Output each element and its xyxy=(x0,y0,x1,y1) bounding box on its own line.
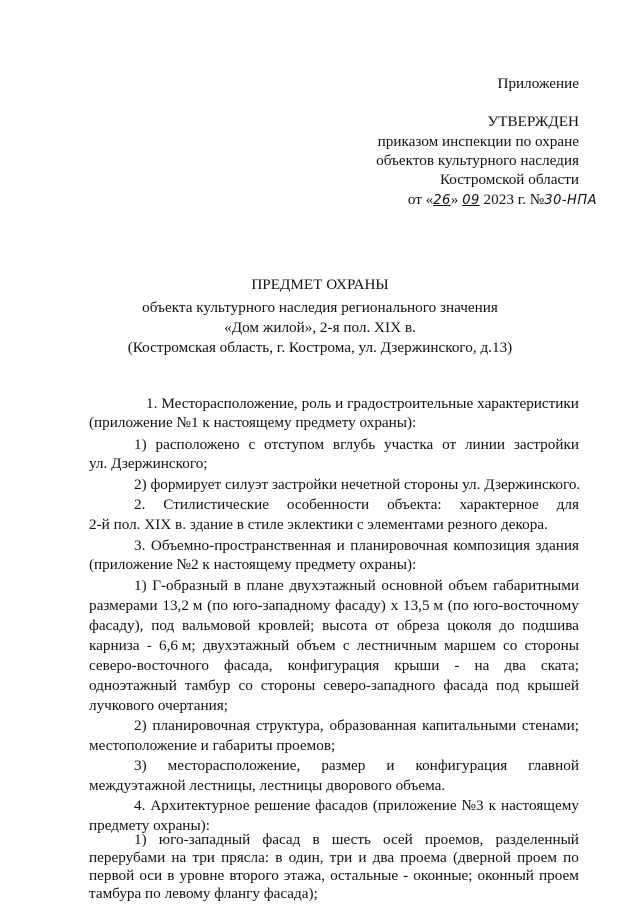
order-date-line xyxy=(0,192,597,207)
date-month: 09 xyxy=(462,193,480,208)
body-line-3: 1) расположено с отступом вглубь участка от линии застройки xyxy=(134,436,579,453)
body-line-5: 2) формирует силуэт застройки нечетной стороны ул. Дзержинского. xyxy=(134,476,581,493)
title-sub-1: объекта культурного наследия регионального значения xyxy=(142,299,498,316)
body-line-21: 4. Архитектурное решение фасадов (приложение №3 к настоящему xyxy=(134,797,579,814)
body-line-7: 2-й пол. XIX в. здание в стиле эклектики с элементами резного декора. xyxy=(89,516,548,533)
body-line-6: 2. Стилистические особенности объекта: характерное для xyxy=(134,496,579,513)
body-line-8: 3. Объемно-пространственная и планировочная композиция здания xyxy=(134,537,579,554)
body-line-12: фасаду), под вальмовой кровлей; высота от обреза цоколя до подшива xyxy=(89,617,579,634)
body-line-1: 1. Месторасположение, роль и градостроительные характеристики xyxy=(146,395,579,412)
body-line-26: тамбура по левому флангу фасада); xyxy=(89,885,318,902)
body-line-19: 3) месторасположение, размер и конфигурация главной xyxy=(134,757,579,774)
date-number: 30-НПА xyxy=(544,193,597,208)
body-line-24: перерубами на три прясла: в один, три и два проема (дверной проем по xyxy=(89,849,579,866)
title-sub-2: «Дом жилой», 2-я пол. XIX в. xyxy=(224,319,416,336)
date-prefix: от « xyxy=(407,191,434,208)
body-line-13: карниза - 6,6 м; двухэтажный объем с лестничным маршем со стороны xyxy=(89,637,579,654)
body-line-23: 1) юго-западный фасад в шесть осей проемов, разделенный xyxy=(134,831,579,848)
body-line-20: междуэтажной лестницы, лестницы дворового объема. xyxy=(89,777,446,794)
body-line-18: местоположение и габариты проемов; xyxy=(89,737,336,754)
date-year: 2023 г. № xyxy=(483,191,545,208)
appendix-label: Приложение xyxy=(497,75,579,92)
title-sub-3: (Костромская область, г. Кострома, ул. Дзержинского, д.13) xyxy=(127,339,513,356)
body-line-11: размерами 13,2 м (по юго-западному фасаду) х 13,5 м (по юго-восточному xyxy=(89,597,579,614)
date-mid: » xyxy=(450,191,459,208)
body-line-22: предмету охраны): xyxy=(89,817,210,834)
order-line-1: приказом инспекции по охране xyxy=(377,133,579,150)
body-line-14: северо-восточного фасада, конфигурация крыши - на два ската; xyxy=(89,657,579,674)
order-line-3: Костромской области xyxy=(439,171,579,188)
body-line-4: ул. Дзержинского; xyxy=(89,455,208,472)
order-line-2: объектов культурного наследия xyxy=(376,152,579,169)
date-day: 26 xyxy=(433,193,451,208)
approved-label: УТВЕРЖДЕН xyxy=(487,113,579,130)
body-line-10: 1) Г-образный в плане двухэтажный основной объем габаритными xyxy=(134,577,579,594)
body-line-15: одноэтажный тамбур со стороны северо-западного фасада под крышей xyxy=(89,677,579,694)
document-title: ПРЕДМЕТ ОХРАНЫ xyxy=(251,276,389,293)
body-line-25: первой оси в уровне второго этажа, остальные - оконные; оконный проем xyxy=(89,867,579,884)
body-line-2: (приложение №1 к настоящему предмету охраны): xyxy=(89,414,417,431)
body-line-9: (приложение №2 к настоящему предмету охраны): xyxy=(89,556,417,573)
body-line-17: 2) планировочная структура, образованная капитальными стенами; xyxy=(134,717,579,734)
body-line-16: лучкового очертания; xyxy=(89,697,228,714)
